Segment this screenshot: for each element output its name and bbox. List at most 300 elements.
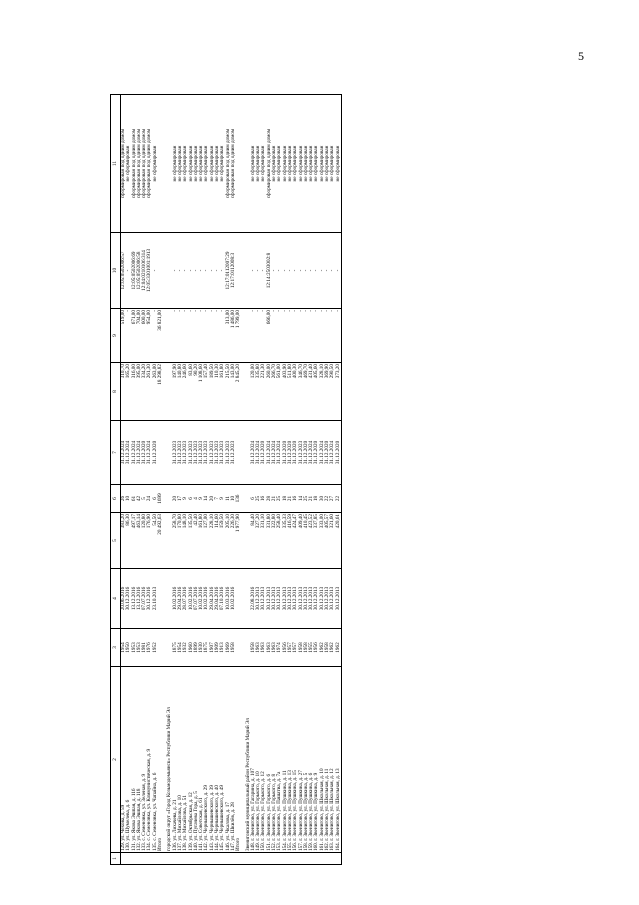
column-number-7: 7 <box>111 421 121 485</box>
housing-register-table <box>110 94 342 865</box>
cell-col-6: 5 <box>142 485 147 513</box>
column-number-10: 10 <box>111 233 121 309</box>
cell-col-8: 260,00 <box>267 363 272 421</box>
cell-col-8: 261,30 <box>147 363 152 421</box>
column-number-3: 3 <box>111 629 121 667</box>
cell-col-6: 17 <box>178 485 183 513</box>
cell-col-4: 13.12.2016 <box>137 569 142 629</box>
cell-col-8: 2 845,20 <box>236 363 241 421</box>
cell-col-7: 31.12.2024 <box>320 421 325 485</box>
cell-col-3: 1875 <box>204 629 209 667</box>
cell-col-2: 145. ул. Чернышевского, д. 49 <box>220 667 225 853</box>
cell-col-11: сформирован под одним домом <box>231 95 236 233</box>
cell-col-9: - <box>288 309 293 363</box>
cell-col-8: 110,30 <box>215 363 220 421</box>
cell-col-10: - <box>325 233 330 309</box>
cell-col-10: - <box>336 233 342 309</box>
cell-col-5: 114,60 <box>215 513 220 569</box>
cell-col-5: 170,80 <box>178 513 183 569</box>
cell-col-3: 1976 <box>147 629 152 667</box>
cell-col-2: 160. г. Звенигово, ул. Пушкина, д. 9 <box>314 667 319 853</box>
cell-col-2: 132. ул. Якова Эшпая, д. 118 <box>137 667 142 853</box>
cell-col-10: - <box>288 233 293 309</box>
cell-col-6: 1699 <box>158 485 163 513</box>
cell-col-9: - <box>261 309 266 363</box>
cell-col-3: 1950 <box>126 629 131 667</box>
cell-col-2: 134. с. Семеновка, ул. Коммунистическая, д. 9 <box>147 667 152 853</box>
cell-col-6: 18 <box>283 485 288 513</box>
cell-col-4: 30.12.2013 <box>336 569 342 629</box>
cell-col-9: - <box>215 309 220 363</box>
cell-col-10: 12:05:3301001:1913 <box>147 233 152 309</box>
cell-col-6: 10 <box>231 485 236 513</box>
cell-col-2: 138. ул. Михайлова, д. 51 <box>183 667 188 853</box>
cell-col-2: 151. г. Звенигово, ул. Горького, д. 6 <box>267 667 272 853</box>
column-number-6: 6 <box>111 485 121 513</box>
cell-col-8: 157,40 <box>204 363 209 421</box>
cell-col-7: 31.12.2023 <box>220 421 225 485</box>
cell-col-7: 31.12.2024 <box>272 421 277 485</box>
cell-col-7: 31.12.2024 <box>132 421 137 485</box>
cell-col-11: не сформирован <box>277 95 282 233</box>
cell-col-10: - <box>299 233 304 309</box>
cell-col-8: 165,20 <box>126 363 131 421</box>
cell-col-5: 228,10 <box>210 513 215 569</box>
cell-col-5: 258,40 <box>277 513 282 569</box>
cell-col-3: 1954 <box>178 629 183 667</box>
cell-col-11: не сформирован <box>183 95 188 233</box>
cell-col-11: не сформирован <box>304 95 309 233</box>
cell-col-2: 164. г. Звенигово, ул. Школьная, д. 13 <box>336 667 342 853</box>
cell-col-6: 25 <box>256 485 261 513</box>
cell-col-8: 373,20 <box>336 363 342 421</box>
cell-col-8: 405,60 <box>314 363 319 421</box>
cell-col-6: 42 <box>137 485 142 513</box>
page-number: 5 <box>578 49 584 63</box>
cell-col-10: - <box>304 233 309 309</box>
cell-col-8: 197,90 <box>173 363 178 421</box>
cell-col-3: 1957 <box>288 629 293 667</box>
cell-col-7: 31.12.2023 <box>231 421 236 485</box>
cell-col-2: Итого <box>236 667 241 853</box>
cell-col-6: 7 <box>215 485 220 513</box>
cell-col-5: 135,50 <box>189 513 194 569</box>
cell-col-8: 290,50 <box>330 363 335 421</box>
cell-col-8: 83,60 <box>189 363 194 421</box>
cell-col-3: 1953 <box>137 629 142 667</box>
cell-col-6: 22 <box>336 485 342 513</box>
cell-col-7: 31.12.2024 <box>251 421 256 485</box>
cell-col-4: 30.12.2013 <box>261 569 266 629</box>
cell-col-2: 140. ул. Пугачева Гора, д. 5 <box>194 667 199 853</box>
cell-col-11: не сформирован <box>210 95 215 233</box>
column-number-1: 1 <box>111 853 121 865</box>
cell-col-2: 153. г. Звенигово, ул. Пашатиа, д. 7а <box>277 667 282 853</box>
cell-col-10: - <box>183 233 188 309</box>
cell-col-4: 07.07.2016 <box>142 569 147 629</box>
cell-col-4: 10.02.2016 <box>173 569 178 629</box>
cell-col-10: - <box>178 233 183 309</box>
cell-col-9: 36 821,00 <box>158 309 163 363</box>
cell-col-11: не сформирован <box>126 95 131 233</box>
cell-col-9: - <box>220 309 225 363</box>
cell-col-8: 215,50 <box>226 363 231 421</box>
cell-col-10: - <box>173 233 178 309</box>
cell-col-5: 410,45 <box>304 513 309 569</box>
cell-col-8: 221,30 <box>261 363 266 421</box>
cell-col-8: 511,80 <box>288 363 293 421</box>
cell-col-8: 1 108,60 <box>199 363 204 421</box>
cell-col-3: 1930 <box>199 629 204 667</box>
cell-col-9: - <box>153 309 158 363</box>
cell-col-4: 28.07.2016 <box>183 569 188 629</box>
cell-col-9: - <box>204 309 209 363</box>
cell-col-11: не сформирован <box>336 95 342 233</box>
cell-col-8: 334,20 <box>142 363 147 421</box>
cell-col-8: 140,80 <box>178 363 183 421</box>
cell-col-11: не сформирован <box>220 95 225 233</box>
cell-col-7: 31.12.2024 <box>137 421 142 485</box>
cell-col-11: сформирован под одним домом <box>226 95 231 233</box>
cell-col-2: 137. ул. Михайлова, д. 10 <box>178 667 183 853</box>
cell-col-5: 127,00 <box>204 513 209 569</box>
cell-col-11: не сформирован <box>215 95 220 233</box>
cell-col-9: 704,00 <box>137 309 142 363</box>
cell-col-6: 61 <box>132 485 137 513</box>
cell-col-5: 335,33 <box>283 513 288 569</box>
cell-col-8: 400,30 <box>293 363 298 421</box>
cell-col-9: - <box>309 309 314 363</box>
cell-col-3: 1981 <box>142 629 147 667</box>
cell-col-5: 420,61 <box>336 513 342 569</box>
cell-col-6: 6 <box>153 485 158 513</box>
cell-col-7: 31.12.2024 <box>147 421 152 485</box>
cell-col-5: 463,14 <box>137 513 142 569</box>
cell-col-5: 176,90 <box>147 513 152 569</box>
cell-col-9: 666,00 <box>267 309 272 363</box>
cell-col-5: 333,00 <box>320 513 325 569</box>
cell-col-9: - <box>272 309 277 363</box>
cell-col-4: 30.12.2013 <box>272 569 277 629</box>
cell-col-5: 416,59 <box>288 513 293 569</box>
cell-col-11: не сформирован <box>251 95 256 233</box>
cell-col-2: 162. г. Звенигово, ул. Школьная, д. 11 <box>325 667 330 853</box>
cell-col-7: 31.12.2020 <box>288 421 293 485</box>
cell-col-7: 31.12.2023 <box>178 421 183 485</box>
cell-col-9: - <box>189 309 194 363</box>
cell-col-2: 158. г. Звенигово, ул. Пушкина, д. 5 <box>304 667 309 853</box>
cell-col-4: 22.08.2016 <box>251 569 256 629</box>
cell-col-8: 395,00 <box>137 363 142 421</box>
cell-col-10: 12:04:0210106:314 <box>142 233 147 309</box>
cell-col-11: не сформирован <box>153 95 158 233</box>
cell-col-6: 9 <box>199 485 204 513</box>
cell-col-6: 27 <box>330 485 335 513</box>
cell-col-5: 424,47 <box>293 513 298 569</box>
cell-col-8: 189,50 <box>210 363 215 421</box>
cell-col-3: 1963 <box>261 629 266 667</box>
cell-col-4: 30.12.2013 <box>299 569 304 629</box>
cell-col-2: 149. г. Звенигово, ул. Горького, д. 10 <box>256 667 261 853</box>
cell-col-4: 30.12.2013 <box>325 569 330 629</box>
cell-col-7: 31.12.2020 <box>336 421 342 485</box>
cell-col-2: 152. г. Звенигово, ул. Горького, д. 8 <box>272 667 277 853</box>
cell-col-9: - <box>304 309 309 363</box>
cell-col-10: - <box>277 233 282 309</box>
cell-col-3: 1958 <box>231 629 236 667</box>
cell-col-4: 30.12.2013 <box>314 569 319 629</box>
cell-col-2: 143. ул. Чернышевского, д. 39 <box>210 667 215 853</box>
cell-col-8: 161,80 <box>220 363 225 421</box>
cell-col-2: 139. ул. Октябрьская, д. 12 <box>189 667 194 853</box>
cell-col-9: - <box>277 309 282 363</box>
cell-col-11: сформирован под одним домом <box>137 95 142 233</box>
cell-col-6: 30 <box>320 485 325 513</box>
cell-col-7: 31.12.2024 <box>256 421 261 485</box>
cell-col-11: не сформирован <box>309 95 314 233</box>
cell-col-6: 136 <box>236 485 241 513</box>
cell-col-7: 31.12.2023 <box>183 421 188 485</box>
cell-col-10: 12:14:2503002:8 <box>267 233 272 309</box>
cell-col-9: - <box>299 309 304 363</box>
cell-col-9: - <box>336 309 342 363</box>
cell-col-4: 23.10.2013 <box>153 569 158 629</box>
cell-col-9: - <box>126 309 131 363</box>
cell-col-5: 159,50 <box>220 513 225 569</box>
cell-col-10: - <box>256 233 261 309</box>
table-row <box>336 95 342 865</box>
cell-col-11: сформирован под одним домом <box>142 95 147 233</box>
cell-col-5: 161,80 <box>199 513 204 569</box>
column-number-9: 9 <box>111 309 121 363</box>
cell-col-5: 409,40 <box>299 513 304 569</box>
cell-col-6: 21 <box>288 485 293 513</box>
cell-col-7: 31.12.2023 <box>210 421 215 485</box>
cell-col-7: 31.12.2024 <box>277 421 282 485</box>
cell-col-3: 1962 <box>320 629 325 667</box>
cell-col-3: 1954 <box>121 629 127 667</box>
cell-col-10: - <box>215 233 220 309</box>
cell-col-9: - <box>210 309 215 363</box>
cell-col-5: 331,10 <box>261 513 266 569</box>
cell-col-5: 205,10 <box>226 513 231 569</box>
cell-col-7: 31.12.2020 <box>293 421 298 485</box>
cell-col-10: 12:17:0112008:3 <box>231 233 236 309</box>
cell-col-6: 9 <box>183 485 188 513</box>
cell-col-4: 30.12.2013 <box>309 569 314 629</box>
cell-col-3: 1899 <box>194 629 199 667</box>
cell-col-3: 1963 <box>272 629 277 667</box>
cell-col-7: 31.12.2023 <box>194 421 199 485</box>
cell-col-11: не сформирован <box>330 95 335 233</box>
column-number-11: 11 <box>111 95 121 233</box>
cell-col-2: 131. ул. Якова Эшпая, д. 116 <box>132 667 137 853</box>
cell-col-3: 1875 <box>173 629 178 667</box>
cell-col-8: 316,00 <box>132 363 137 421</box>
cell-col-3: 1907 <box>210 629 215 667</box>
cell-col-4: 30.12.2013 <box>288 569 293 629</box>
cell-col-5: 86,30 <box>126 513 131 569</box>
cell-col-2: 129. ул. Чехова, д. 59 <box>121 667 127 853</box>
cell-col-8: 310,70 <box>121 363 127 421</box>
cell-col-2: 141. ул. Советская, д. 61 <box>199 667 204 853</box>
cell-col-3: 1909 <box>215 629 220 667</box>
cell-col-9: - <box>283 309 288 363</box>
cell-col-6: 16 <box>293 485 298 513</box>
cell-col-8: 335,80 <box>256 363 261 421</box>
cell-col-11: не сформирован <box>194 95 199 233</box>
cell-col-9: 1 486,00 <box>231 309 236 363</box>
cell-col-10: - <box>251 233 256 309</box>
cell-col-9: - <box>251 309 256 363</box>
cell-col-11: сформирован под одним домом <box>267 95 272 233</box>
cell-col-4: 10.02.2016 <box>189 569 194 629</box>
cell-col-9: - <box>330 309 335 363</box>
cell-col-8: 263,00 <box>153 363 158 421</box>
cell-col-10: - <box>204 233 209 309</box>
cell-col-4: 30.12.2013 <box>304 569 309 629</box>
cell-col-7: 31.12.2023 <box>226 421 231 485</box>
cell-col-5: 321,60 <box>330 513 335 569</box>
cell-col-6: 14 <box>204 485 209 513</box>
cell-col-6: 6 <box>189 485 194 513</box>
cell-col-4: 30.12.2013 <box>330 569 335 629</box>
rotated-table-container <box>110 95 560 865</box>
cell-col-8: 143,00 <box>231 363 236 421</box>
cell-col-2: 163. г. Звенигово, ул. Школьная, д. 12 <box>330 667 335 853</box>
cell-col-7: 31.12.2020 <box>314 421 319 485</box>
cell-col-10: - <box>126 233 131 309</box>
cell-col-5: 1 977,90 <box>236 513 241 569</box>
cell-col-11: не сформирован <box>293 95 298 233</box>
cell-col-6: 28 <box>267 485 272 513</box>
cell-col-11: не сформирован <box>288 95 293 233</box>
cell-col-11: не сформирован <box>189 95 194 233</box>
cell-col-8: 369,90 <box>325 363 330 421</box>
cell-col-2: Итого <box>158 667 163 853</box>
cell-col-6: 18 <box>314 485 319 513</box>
cell-col-2: 133. с. Семеновка, ул. Зеленая, д. 9 <box>142 667 147 853</box>
cell-col-3: 1963 <box>256 629 261 667</box>
cell-col-4: 10.02.2016 <box>231 569 236 629</box>
cell-col-7: 31.12.2023 <box>215 421 220 485</box>
cell-col-7: 31.12.2023 <box>199 421 204 485</box>
cell-col-9: 600,00 <box>142 309 147 363</box>
cell-col-2: 130. ул. Шумелева, д. 6 <box>126 667 131 853</box>
cell-col-1 <box>336 853 342 865</box>
cell-col-4: 30.12.2013 <box>320 569 325 629</box>
cell-col-2: 150. г. Звенигово, ул. Горького, д. 12 <box>261 667 266 853</box>
cell-col-9: - <box>320 309 325 363</box>
cell-col-11: сформирован под одним домом <box>147 95 152 233</box>
cell-col-5: 54,50 <box>153 513 158 569</box>
cell-col-4: 07.10.2016 <box>220 569 225 629</box>
cell-col-11: не сформирован <box>272 95 277 233</box>
cell-col-6: 26 <box>121 485 127 513</box>
cell-col-4: 30.12.2016 <box>147 569 152 629</box>
cell-col-2: 161. г. Звенигово, ул. Школьная, д. 10 <box>320 667 325 853</box>
cell-col-2: 156. г. Звенигово, ул. Пушкина, д. 15 <box>293 667 298 853</box>
cell-col-8: 469,70 <box>304 363 309 421</box>
cell-col-10: - <box>314 233 319 309</box>
cell-col-2: 146. ул. Чкалова, д. 17 <box>226 667 231 853</box>
cell-col-10: - <box>309 233 314 309</box>
cell-col-3: 1952 <box>153 629 158 667</box>
cell-col-2: 159. г. Звенигово, ул. Пушкина, д. 6 <box>309 667 314 853</box>
cell-col-2: 147. ул. Шкилёв, д. 28 <box>231 667 236 853</box>
cell-col-2: городской округ «Город Козьмодемьянск» Республики Марий Эл <box>167 667 172 853</box>
cell-col-2: 155. г. Звенигово, ул. Пушкина, д. 13 <box>288 667 293 853</box>
cell-col-3: 1956 <box>314 629 319 667</box>
cell-col-5: 331,80 <box>267 513 272 569</box>
cell-col-6: 22 <box>325 485 330 513</box>
cell-col-5: 226,30 <box>231 513 236 569</box>
cell-col-10: - <box>199 233 204 309</box>
cell-col-11: не сформирован <box>283 95 288 233</box>
cell-col-7: 31.12.2024 <box>330 421 335 485</box>
cell-col-7: 31.12.2023 <box>189 421 194 485</box>
column-number-4: 4 <box>111 569 121 629</box>
cell-col-3: 1963 <box>267 629 272 667</box>
column-number-8: 8 <box>111 363 121 421</box>
cell-col-11: не сформирован <box>178 95 183 233</box>
cell-col-6: 21 <box>309 485 314 513</box>
cell-col-2: 144. ул. Чернышевского, д. 40 <box>215 667 220 853</box>
cell-col-3: 1974 <box>277 629 282 667</box>
cell-col-11: сформирован под одним домом <box>121 95 127 233</box>
cell-col-10: 12:17:0112007:29 <box>226 233 231 309</box>
cell-col-6: 20 <box>173 485 178 513</box>
cell-col-10: 12:05:0502006:69 <box>132 233 137 309</box>
cell-col-4: 20.06.2016 <box>121 569 127 629</box>
cell-col-8: 328,10 <box>320 363 325 421</box>
cell-col-7: 31.12.2024 <box>267 421 272 485</box>
cell-col-5: 405,57 <box>325 513 330 569</box>
cell-col-10: - <box>210 233 215 309</box>
cell-col-3: 1913 <box>220 629 225 667</box>
cell-col-4: 29.04.2016 <box>210 569 215 629</box>
cell-col-3: 1958 <box>304 629 309 667</box>
cell-col-9: - <box>183 309 188 363</box>
cell-col-11: не сформирован <box>299 95 304 233</box>
cell-col-7: 31.12.2024 <box>121 421 127 485</box>
cell-col-10: - <box>330 233 335 309</box>
cell-col-8: 431,40 <box>309 363 314 421</box>
table-header <box>111 95 121 865</box>
cell-col-10: - <box>293 233 298 309</box>
cell-col-5: 84,40 <box>251 513 256 569</box>
cell-col-7: 31.12.2020 <box>142 421 147 485</box>
cell-col-6: 24 <box>147 485 152 513</box>
cell-col-7: 31.12.2023 <box>204 421 209 485</box>
cell-col-2: 142. ул. Чернышевского, д. 29 <box>204 667 209 853</box>
cell-col-7: 31.12.2023 <box>299 421 304 485</box>
cell-col-8: 403,90 <box>283 363 288 421</box>
cell-col-9: - <box>314 309 319 363</box>
cell-col-10: - <box>261 233 266 309</box>
cell-col-4: 13.12.2016 <box>132 569 137 629</box>
cell-col-3: 1957 <box>293 629 298 667</box>
cell-col-6: 4 <box>194 485 199 513</box>
cell-col-8: 246,60 <box>183 363 188 421</box>
cell-col-10: - <box>189 233 194 309</box>
cell-col-10: 12:05:0502006:57 <box>121 233 127 309</box>
cell-col-7: 31.12.2020 <box>283 421 288 485</box>
cell-col-10: - <box>220 233 225 309</box>
cell-col-2: 136. ул. Лихачева, д. 21 <box>173 667 178 853</box>
cell-col-4: 29.04.2016 <box>178 569 183 629</box>
cell-col-5: 327,20 <box>256 513 261 569</box>
